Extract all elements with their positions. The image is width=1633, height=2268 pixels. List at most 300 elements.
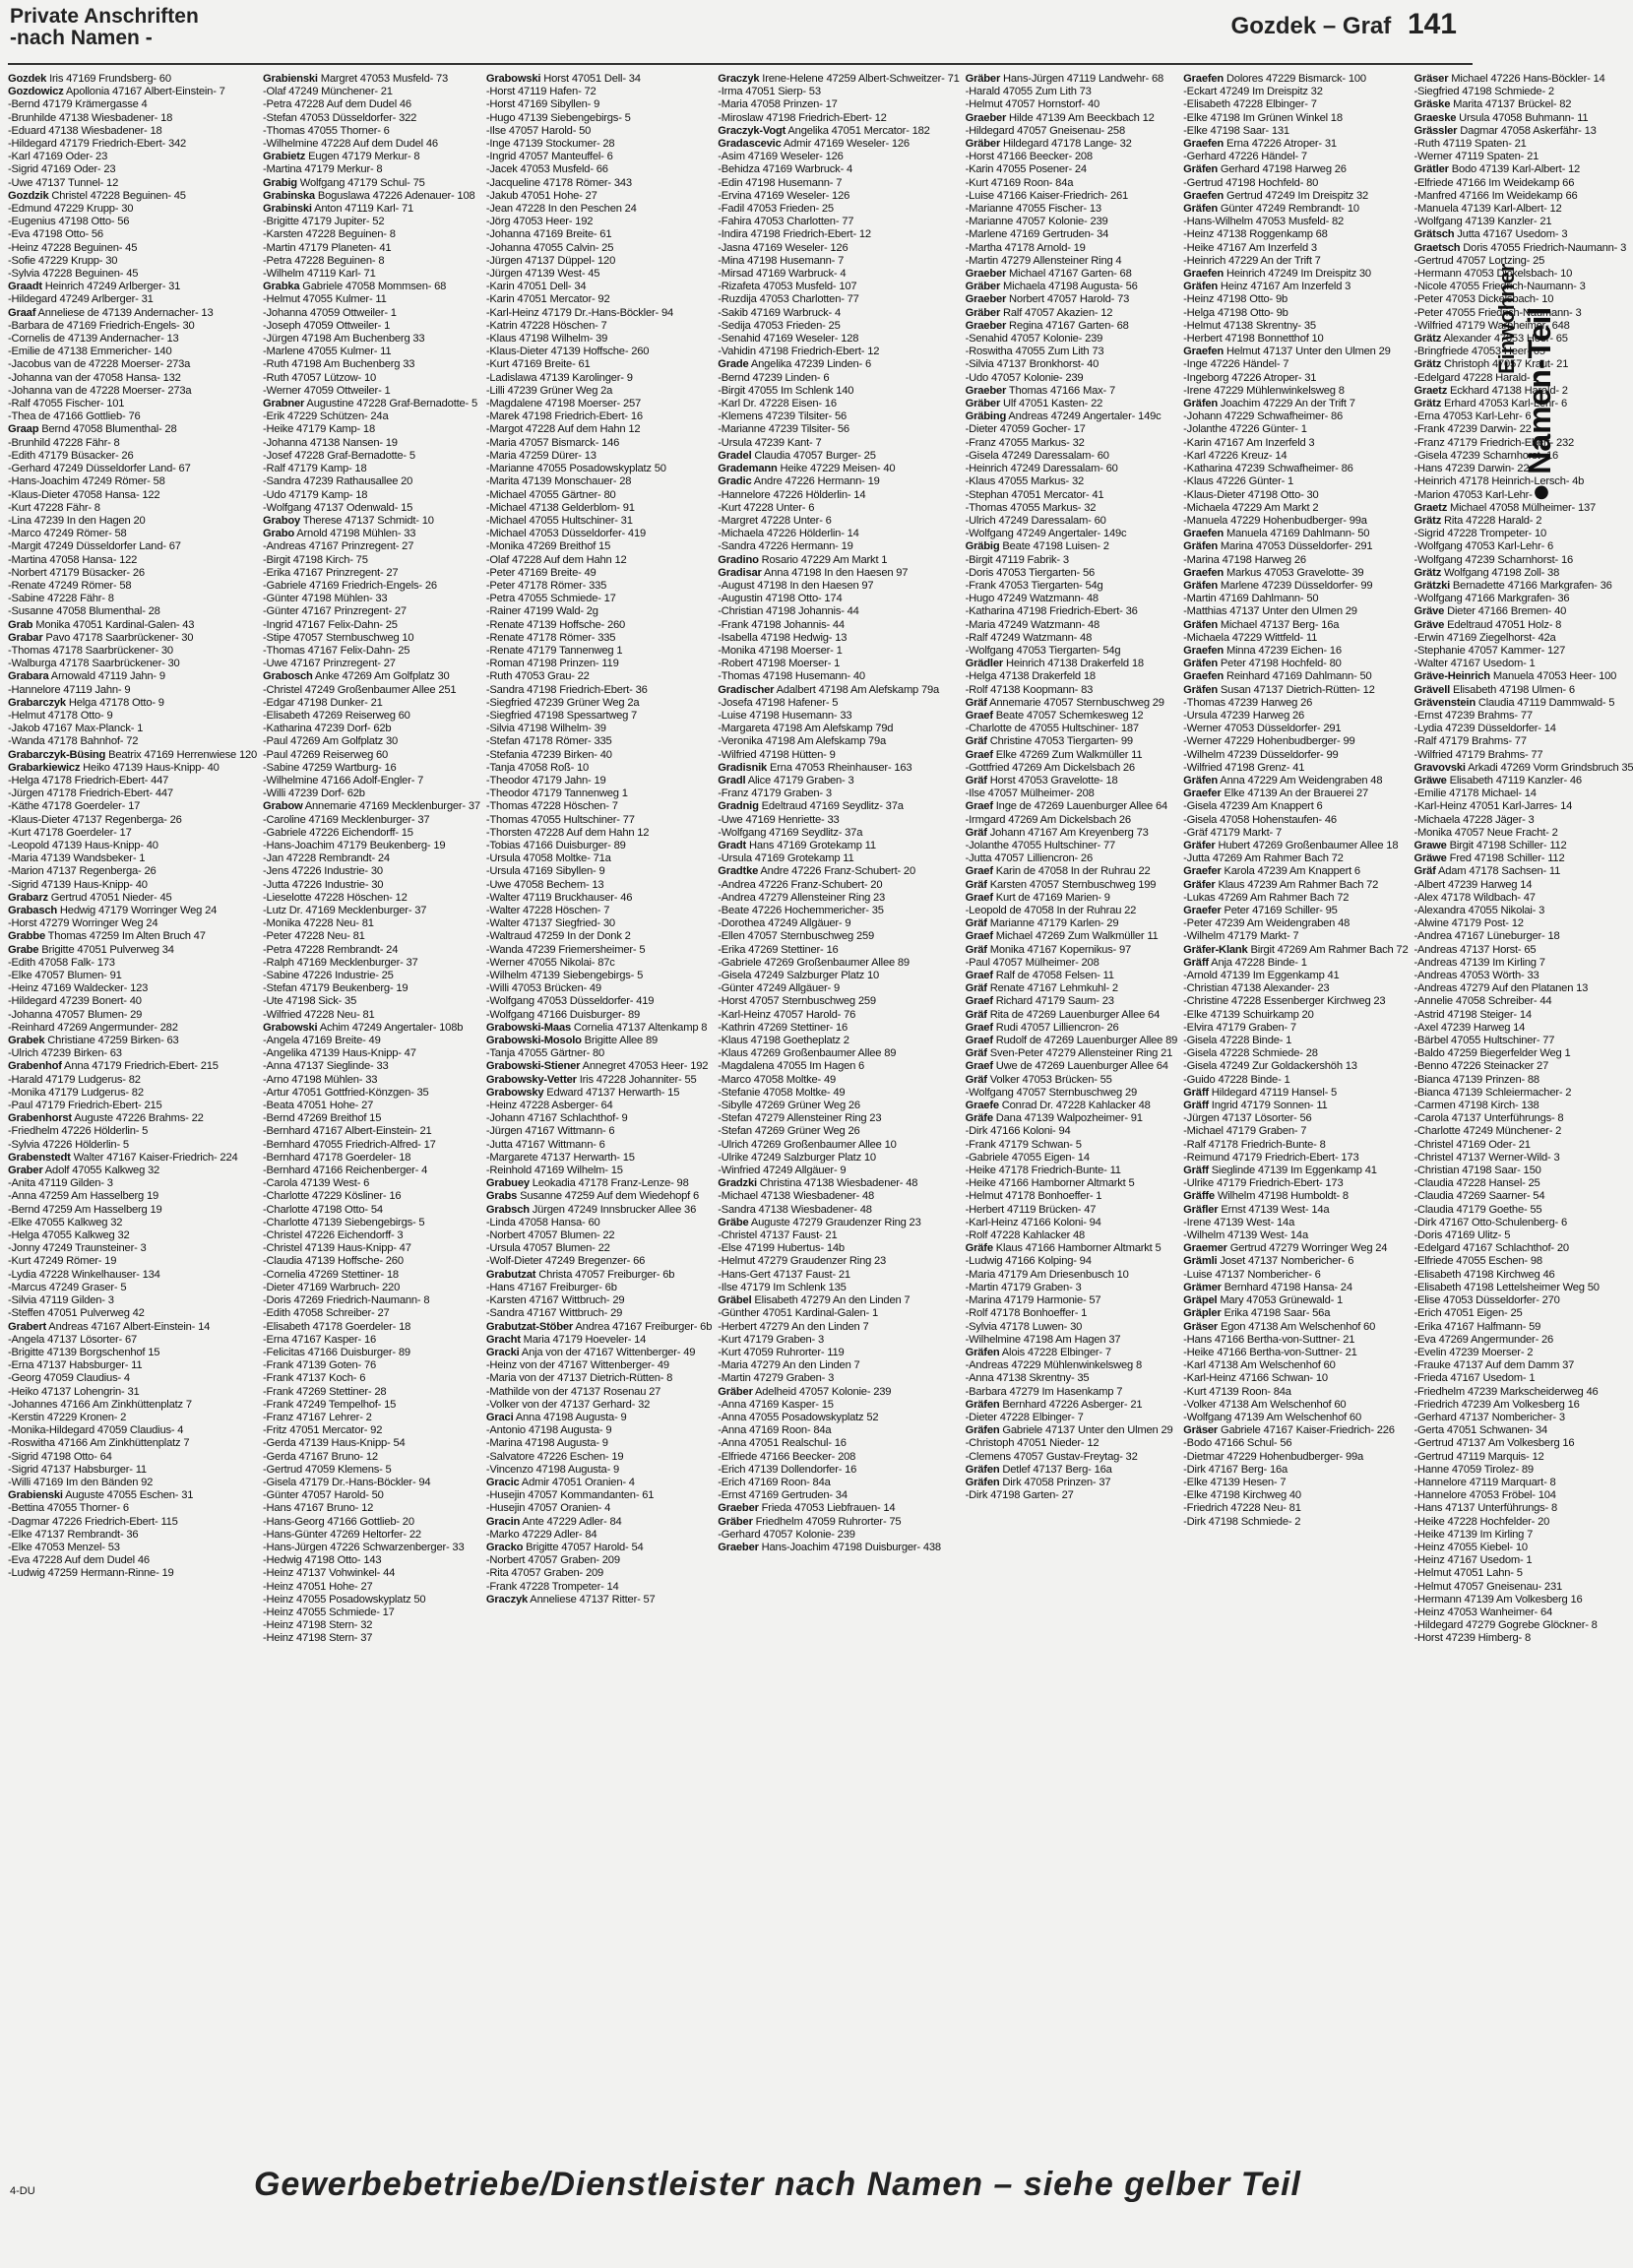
directory-entry: -Ulrich 47239 Birken- 63: [8, 1047, 122, 1060]
directory-entry: -Sylvia 47178 Luwen- 30: [965, 1320, 1083, 1333]
directory-entry: -Wilfried 47198 Grenz- 41: [1183, 761, 1305, 774]
directory-entry: -Wolfgang 47057 Sternbuschweg 29: [965, 1086, 1138, 1099]
directory-entry: -Sakib 47169 Warbruck- 4: [718, 306, 841, 319]
directory-entry: -Elfriede 47166 Beecker- 208: [718, 1450, 856, 1463]
directory-entry: -Marianne 47055 Posadowskyplatz 50: [485, 463, 666, 475]
directory-entry: Graci Anna 47198 Augusta- 9: [485, 1411, 627, 1423]
directory-entry: -Brigitte 47139 Borgschenhof 15: [8, 1346, 160, 1358]
directory-entry: -Isabella 47198 Hedwig- 13: [718, 631, 848, 644]
directory-entry: -Gerhard 47249 Düsseldorfer Land- 67: [8, 463, 191, 475]
directory-entry: -Hildegard 47249 Arlberger- 31: [8, 293, 154, 306]
directory-entry: -Helmut 47178 Bonhoeffer- 1: [965, 1190, 1102, 1203]
directory-entry: -Franz 47167 Lehrer- 2: [263, 1411, 372, 1423]
directory-entry: -Frank 47249 Tempelhof- 15: [263, 1398, 397, 1411]
directory-entry: -Karl-Heinz 47051 Karl-Jarres- 14: [1413, 800, 1573, 813]
directory-entry: -Petra 47228 Auf dem Dudel 46: [263, 98, 411, 111]
directory-entry: -Maria 47179 Am Driesenbusch 10: [965, 1268, 1129, 1281]
directory-entry: -Wanda 47239 Friemersheimer- 5: [485, 943, 646, 956]
directory-entry: -Heinz 47228 Beguinen- 45: [8, 241, 138, 254]
directory-entry: Graboy Therese 47137 Schmidt- 10: [263, 514, 434, 527]
directory-entry: Graef Ralf de 47058 Felsen- 11: [965, 970, 1114, 982]
directory-entry: -Ruth 47119 Spaten- 21: [1413, 138, 1527, 151]
directory-entry: Grade Angelika 47239 Linden- 6: [718, 358, 871, 371]
directory-entry: -Inge 47139 Stockumer- 28: [485, 138, 615, 151]
directory-entry: Gradischer Adalbert 47198 Am Alefskamp 79a: [718, 683, 940, 696]
directory-entry: Gräwe Fred 47198 Schiller- 112: [1413, 852, 1565, 865]
directory-column: [263, 73, 480, 2160]
directory-column: [1413, 73, 1633, 2160]
directory-entry: -Ralf 47179 Brahms- 77: [1413, 735, 1527, 748]
directory-entry: Grätz Christoph 47057 Kraut- 21: [1413, 358, 1569, 371]
directory-entry: -Werner 47059 Ottweiler- 1: [263, 384, 391, 397]
directory-entry: -Ruth 47057 Lützow- 10: [263, 371, 377, 384]
directory-entry: -Frank 47137 Koch- 6: [263, 1372, 366, 1385]
directory-entry: -Wolfgang 47053 Karl-Lehr- 6: [1413, 540, 1554, 553]
directory-entry: -Martin 47279 Graben- 3: [718, 1372, 835, 1385]
directory-entry: -Frieda 47167 Usedom- 1: [1413, 1372, 1536, 1385]
directory-entry: -Reinhold 47169 Wilhelm- 15: [485, 1165, 623, 1177]
directory-entry: -Elke 47198 Im Grünen Winkel 18: [1183, 111, 1343, 124]
directory-entry: -Wanda 47178 Bahnhof- 72: [8, 735, 139, 748]
directory-entry: -Heike 47179 Kamp- 18: [263, 423, 375, 436]
directory-entry: -Kurt 47059 Ruhrorter- 119: [718, 1346, 845, 1358]
directory-entry: -Monika 47057 Neue Fracht- 2: [1413, 826, 1558, 839]
directory-entry: -Ilse 47057 Mülheimer- 208: [965, 788, 1095, 800]
directory-entry: Grabienski Auguste 47055 Eschen- 31: [8, 1489, 194, 1502]
directory-entry: Gräfen Michael 47137 Berg- 16a: [1183, 618, 1340, 631]
directory-entry: -Friedhelm 47239 Markscheiderweg 46: [1413, 1385, 1599, 1398]
directory-entry: -Karl-Heinz 47179 Dr.-Hans-Böckler- 94: [485, 306, 673, 319]
directory-entry: -Ursula 47058 Moltke- 71a: [485, 852, 611, 865]
directory-entry: Gradascevic Admir 47169 Weseler- 126: [718, 138, 910, 151]
directory-entry: -Margot 47228 Auf dem Hahn 12: [485, 423, 641, 436]
directory-entry: -Dagmar 47226 Friedrich-Ebert- 115: [8, 1515, 178, 1528]
directory-entry: -Ruzdija 47053 Charlotten- 77: [718, 293, 859, 306]
directory-entry: -Stephanie 47057 Kammer- 127: [1413, 644, 1566, 657]
directory-entry: -Paul 47057 Mülheimer- 208: [965, 956, 1099, 969]
directory-entry: -Wilhelm 47179 Markt- 7: [1183, 930, 1299, 943]
directory-entry: -Fahira 47053 Charlotten- 77: [718, 216, 854, 228]
directory-entry: -Andrea 47279 Allensteiner Ring 23: [718, 891, 886, 904]
directory-entry: -Lutz Dr. 47169 Mecklenburger- 37: [263, 905, 427, 916]
directory-entry: -Johanna 47169 Breite- 61: [485, 228, 612, 241]
directory-entry: -Bernd 47179 Krämergasse 4: [8, 98, 148, 111]
directory-entry: -Hans-Günter 47269 Heltorfer- 22: [263, 1528, 421, 1541]
directory-entry: -Stefania 47239 Birken- 40: [485, 748, 612, 761]
directory-entry: -Erika 47167 Halfmann- 59: [1413, 1320, 1541, 1333]
directory-entry: Gräff Sieglinde 47139 Im Eggenkamp 41: [1183, 1165, 1377, 1177]
directory-entry: Graefen Helmut 47137 Unter den Ulmen 29: [1183, 346, 1391, 358]
directory-entry: -Andreas 47229 Mühlenwinkelsweg 8: [965, 1359, 1142, 1372]
directory-entry: -Thorsten 47228 Auf dem Hahn 12: [485, 826, 650, 839]
directory-entry: Gräf Karsten 47057 Sternbuschweg 199: [965, 878, 1157, 891]
directory-entry: -Elisabeth 47228 Elbinger- 7: [1183, 98, 1317, 111]
directory-entry: -Martin 47179 Planeten- 41: [263, 241, 392, 254]
directory-entry: -Husejin 47057 Kommandanten- 61: [485, 1489, 655, 1502]
directory-entry: -Ilse 47179 Im Schlenk 135: [718, 1281, 847, 1293]
directory-entry: -Helmut 47051 Lahn- 5: [1413, 1567, 1523, 1580]
directory-entry: -Lina 47239 In den Hagen 20: [8, 514, 146, 527]
directory-entry: -Marina 47198 Augusta- 9: [485, 1437, 608, 1450]
directory-entry: -Elisabeth 47198 Kirchweg 46: [1413, 1268, 1555, 1281]
directory-entry: -Ralf 47179 Kamp- 18: [263, 463, 367, 475]
directory-entry: -Günter 47249 Allgäuer- 9: [718, 982, 840, 995]
directory-entry: -Elke 47057 Blumen- 91: [8, 970, 122, 982]
directory-entry: -Beata 47051 Hohe- 27: [263, 1100, 374, 1112]
directory-entry: Grabe Brigitte 47051 Pulverweg 34: [8, 943, 174, 956]
directory-entry: -Elise 47053 Düsseldorfer- 270: [1413, 1294, 1560, 1307]
directory-entry: -Wolfgang 47166 Markgrafen- 36: [1413, 593, 1570, 605]
directory-entry: Gräve Edeltraud 47051 Holz- 8: [1413, 618, 1562, 631]
directory-entry: -Barbara de 47169 Friedrich-Engels- 30: [8, 319, 195, 332]
directory-entry: Graefer Peter 47169 Schiller- 95: [1183, 905, 1338, 916]
directory-entry: -Wilfried 47198 Hütten- 9: [718, 748, 836, 761]
directory-entry: -Bernhard 47167 Albert-Einstein- 21: [263, 1125, 432, 1138]
directory-entry: -Frank 47269 Stettiner- 28: [263, 1385, 387, 1398]
directory-entry: Grabowski-Maas Cornelia 47137 Altenkamp 8: [485, 1021, 708, 1034]
directory-entry: -Siegfried 47198 Spessartweg 7: [485, 709, 638, 722]
directory-entry: Grabinska Boguslawa 47226 Adenauer- 108: [263, 189, 475, 202]
directory-entry: Graefen Manuela 47169 Dahlmann- 50: [1183, 528, 1370, 540]
directory-entry: Gräf Johann 47167 Am Kreyenberg 73: [965, 826, 1149, 839]
directory-entry: Gräfer-Klank Birgit 47269 Am Rahmer Bach 72: [1183, 943, 1409, 956]
directory-entry: Grabuey Leokadia 47178 Franz-Lenze- 98: [485, 1177, 689, 1190]
directory-entry: Grabosch Anke 47269 Am Golfplatz 30: [263, 670, 450, 683]
directory-entry: Gräpel Mary 47053 Grünewald- 1: [1183, 1294, 1344, 1307]
directory-entry: -Gisela 47239 Am Knappert 6: [1183, 800, 1323, 813]
directory-entry: -Wilhelmine 47228 Auf dem Dudel 46: [263, 138, 438, 151]
directory-entry: -Wilhelm 47239 Düsseldorfer- 99: [1183, 748, 1339, 761]
directory-entry: -Theodor 47179 Jahn- 19: [485, 774, 606, 787]
directory-entry: -Klaus-Dieter 47198 Otto- 30: [1183, 488, 1319, 501]
directory-entry: -Linda 47058 Hansa- 60: [485, 1216, 600, 1228]
directory-entry: -Sigrid 47137 Habsburger- 11: [8, 1463, 147, 1476]
directory-entry: -Wilhelm 47119 Karl- 71: [263, 268, 376, 281]
directory-entry: Grävell Elisabeth 47198 Ulmen- 6: [1413, 683, 1575, 696]
directory-entry: -Bernhard 47178 Goerdeler- 18: [263, 1151, 411, 1164]
directory-entry: -Heike 47178 Friedrich-Bunte- 11: [965, 1165, 1121, 1177]
directory-entry: -Karl 47226 Kreuz- 14: [1183, 449, 1288, 462]
directory-entry: -Wolfgang 47249 Angertaler- 149c: [965, 528, 1127, 540]
directory-entry: -Rainer 47199 Wald- 2g: [485, 605, 598, 618]
directory-entry: -Hildegard 47239 Bonert- 40: [8, 995, 142, 1008]
directory-entry: -Christoph 47051 Nieder- 12: [965, 1437, 1099, 1450]
directory-entry: Grätzki Bernadette 47166 Markgrafen- 36: [1413, 579, 1612, 592]
directory-entry: -Wilhelm 47139 Siebengebirgs- 5: [485, 970, 644, 982]
directory-entry: -Franz 47179 Graben- 3: [718, 788, 832, 800]
directory-entry: Grabowski-Stiener Annegret 47053 Heer- 192: [485, 1060, 709, 1073]
directory-entry: -Wilhelm 47139 West- 14a: [1183, 1229, 1308, 1242]
directory-entry: -Brunhilde 47138 Wiesbadener- 18: [8, 111, 173, 124]
directory-entry: -Karin 47167 Am Inzerfeld 3: [1183, 436, 1315, 449]
directory-entry: Graeske Ursula 47058 Buhmann- 11: [1413, 111, 1589, 124]
directory-entry: -Eckart 47249 Im Dreispitz 32: [1183, 86, 1323, 98]
directory-entry: -Marianne 47057 Kolonie- 239: [965, 216, 1108, 228]
directory-entry: Gräff Hildegard 47119 Hansel- 5: [1183, 1086, 1338, 1099]
directory-entry: Graetz Michael 47058 Mülheimer- 137: [1413, 501, 1597, 514]
directory-entry: -Elvira 47179 Graben- 7: [1183, 1021, 1296, 1034]
directory-entry: -Wolfgang 47053 Düsseldorfer- 419: [485, 995, 655, 1008]
directory-entry: -Wolfgang 47239 Scharnhorst- 16: [1413, 553, 1573, 566]
directory-entry: Graeber Thomas 47166 Max- 7: [965, 384, 1115, 397]
directory-entry: Gräfen Detlef 47137 Berg- 16a: [965, 1463, 1112, 1476]
directory-entry: -Andreas 47139 Im Kirling 7: [1413, 956, 1545, 969]
directory-entry: -Lukas 47269 Am Rahmer Bach 72: [1183, 891, 1350, 904]
header-rule: [8, 63, 1473, 65]
directory-entry: -Peter 47228 Neu- 81: [263, 930, 365, 943]
directory-entry: -Gisela 47228 Schmiede- 28: [1183, 1047, 1318, 1060]
directory-entry: -Frank 47228 Trompeter- 14: [485, 1580, 619, 1593]
directory-entry: -Bodo 47166 Schul- 56: [1183, 1437, 1292, 1450]
directory-entry: -Christine 47228 Essenberger Kirchweg 23: [1183, 995, 1386, 1008]
directory-entry: Gräf Volker 47053 Brücken- 55: [965, 1073, 1112, 1086]
directory-entry: -Gertrud 47057 Lortzing- 25: [1413, 254, 1545, 267]
directory-entry: -Karsten 47167 Wittbruch- 29: [485, 1294, 625, 1307]
directory-entry: Gräfen Günter 47249 Rembrandt- 10: [1183, 203, 1359, 216]
directory-entry: Grabarczyk Helga 47178 Otto- 9: [8, 696, 164, 709]
directory-entry: -Klaus 47198 Wilhelm- 39: [485, 333, 608, 346]
directory-entry: -Stefanie 47058 Moltke- 49: [718, 1086, 846, 1099]
directory-entry: -Josef 47228 Graf-Bernadotte- 5: [263, 449, 415, 462]
directory-entry: -Gräf 47179 Markt- 7: [1183, 826, 1282, 839]
directory-entry: -Wolfgang 47166 Duisburger- 89: [485, 1008, 640, 1021]
directory-entry: -Helmut 47057 Gneisenau- 231: [1413, 1580, 1562, 1593]
directory-entry: -Michael 47138 Wiesbadener- 48: [718, 1190, 875, 1203]
directory-entry: Graef Richard 47179 Saum- 23: [965, 995, 1114, 1008]
directory-entry: -Gerhard 47057 Kolonie- 239: [718, 1528, 855, 1541]
directory-entry: -Friedhelm 47226 Hölderlin- 5: [8, 1125, 149, 1138]
directory-entry: -Margit 47249 Düsseldorfer Land- 67: [8, 540, 181, 553]
directory-entry: -Martin 47169 Dahlmann- 50: [1183, 593, 1319, 605]
directory-entry: -Hildegard 47057 Gneisenau- 258: [965, 124, 1125, 137]
directory-entry: Gräf Sven-Peter 47279 Allensteiner Ring 21: [965, 1047, 1173, 1060]
directory-entry: -Evelin 47239 Moerser- 2: [1413, 1346, 1534, 1358]
directory-entry: Gräber Friedhelm 47059 Ruhrorter- 75: [718, 1515, 902, 1528]
directory-entry: -Katharina 47239 Dorf- 62b: [263, 723, 392, 735]
directory-entry: -Katrin 47228 Höschen- 7: [485, 319, 607, 332]
directory-entry: -Christian 47198 Saar- 150: [1413, 1165, 1541, 1177]
directory-entry: -Elfriede 47055 Eschen- 98: [1413, 1255, 1542, 1268]
directory-entry: -Eva 47198 Otto- 56: [8, 228, 103, 241]
directory-entry: -Peter 47178 Römer- 335: [485, 579, 607, 592]
directory-entry: Gräber Ralf 47057 Akazien- 12: [965, 306, 1113, 319]
directory-entry: Grämer Bernhard 47198 Hansa- 24: [1183, 1281, 1352, 1293]
directory-entry: -Frank 47198 Johannis- 44: [718, 618, 845, 631]
directory-entry: -Ursula 47169 Grotekamp 11: [718, 852, 854, 865]
directory-entry: -Elke 47198 Saar- 131: [1183, 124, 1289, 137]
directory-entry: -Klaus-Dieter 47139 Hoffsche- 260: [485, 346, 650, 358]
directory-entry: -Erna 47167 Kasper- 16: [263, 1333, 377, 1346]
directory-entry: -Helga 47178 Friedrich-Ebert- 447: [8, 774, 169, 787]
directory-entry: -Elfriede 47166 Im Weidekamp 66: [1413, 176, 1575, 189]
directory-entry: -Hans-Joachim 47179 Beukenberg- 19: [263, 839, 446, 851]
directory-entry: Graeber Michael 47167 Garten- 68: [965, 268, 1132, 281]
directory-entry: Graeber Norbert 47057 Harold- 73: [965, 293, 1130, 306]
directory-entry: Grabarz Gertrud 47051 Nieder- 45: [8, 891, 172, 904]
directory-entry: -Stefan 47179 Beukenberg- 19: [263, 982, 408, 995]
directory-entry: -Gerda 47167 Bruno- 12: [263, 1450, 378, 1463]
directory-entry: -Else 47199 Hubertus- 14b: [718, 1242, 845, 1255]
directory-entry: Graczyk Irene-Helene 47259 Albert-Schweitzer- 71: [718, 73, 960, 85]
directory-entry: Gräf Rita de 47269 Lauenburger Allee 64: [965, 1008, 1161, 1021]
directory-entry: -Nicole 47055 Friedrich-Naumann- 3: [1413, 281, 1586, 293]
directory-entry: -Arno 47198 Mühlen- 33: [263, 1073, 378, 1086]
directory-entry: -Sibylle 47269 Grüner Weg 26: [718, 1100, 860, 1112]
directory-entry: -Herbert 47198 Bonnetthof 10: [1183, 333, 1324, 346]
directory-entry: -Günter 47167 Prinzregent- 27: [263, 605, 407, 618]
section-tab-line2: ● Namen-Teil: [1522, 306, 1557, 502]
directory-entry: -Ernst 47239 Brahms- 77: [1413, 709, 1533, 722]
directory-entry: -Heike 47167 Am Inzerfeld 3: [1183, 241, 1317, 254]
directory-entry: -Axel 47239 Harweg 14: [1413, 1021, 1526, 1034]
directory-entry: -Cornelia 47269 Stettiner- 18: [263, 1268, 399, 1281]
directory-entry: -Guido 47228 Binde- 1: [1183, 1073, 1290, 1086]
directory-entry: -Maria 47058 Prinzen- 17: [718, 98, 838, 111]
directory-entry: Graetsch Doris 47055 Friedrich-Naumann- 3: [1413, 241, 1627, 254]
directory-entry: -Christel 47137 Faust- 21: [718, 1229, 838, 1242]
directory-entry: Gradt Hans 47169 Grotekamp 11: [718, 839, 876, 851]
directory-entry: -August 47198 In den Haesen 97: [718, 579, 874, 592]
directory-entry: -Bärbel 47055 Hultschiner- 77: [1413, 1035, 1555, 1047]
directory-column: [486, 73, 712, 2160]
directory-entry: -Walter 47167 Usedom- 1: [1413, 658, 1536, 670]
directory-entry: -Ulrich 47269 Großenbaumer Allee 10: [718, 1138, 897, 1151]
directory-entry: -Arnold 47139 Im Eggenkamp 41: [1183, 970, 1340, 982]
directory-entry: -Gertrud 47119 Marquis- 12: [1413, 1450, 1544, 1463]
directory-entry: -Johanna van de 47228 Moerser- 273a: [8, 384, 192, 397]
directory-entry: -Mathilde von der 47137 Rosenau 27: [485, 1385, 661, 1398]
directory-entry: -Horst 47239 Himberg- 8: [1413, 1632, 1531, 1645]
directory-entry: -Lieselotte 47228 Höschen- 12: [263, 891, 408, 904]
directory-entry: -Siegfried 47239 Grüner Weg 2a: [485, 696, 640, 709]
directory-entry: -Emilie de 47138 Emmericher- 140: [8, 346, 172, 358]
directory-entry: Graef Kurt de 47169 Marien- 9: [965, 891, 1110, 904]
directory-entry: -Anna 47169 Roon- 84a: [718, 1424, 832, 1437]
directory-entry: -Kurt 47139 Roon- 84a: [1183, 1385, 1291, 1398]
directory-entry: -Stefan 47053 Düsseldorfer- 322: [263, 111, 417, 124]
directory-entry: -Norbert 47057 Graben- 209: [485, 1554, 620, 1567]
directory-entry: -Jürgen 47137 Düppel- 120: [485, 254, 616, 267]
directory-entry: -Norbert 47179 Büsacker- 26: [8, 566, 145, 579]
section-title: [10, 6, 199, 49]
directory-entry: -Andreas 47137 Horst- 65: [1413, 943, 1537, 956]
directory-entry: -Wilfried 47179 Warnheimer- 648: [1413, 319, 1570, 332]
directory-entry: Grabutzat-Stöber Andrea 47167 Freiburger- 6b: [485, 1320, 713, 1333]
directory-entry: Gräfen Heinz 47167 Am Inzerfeld 3: [1183, 281, 1351, 293]
directory-entry: -Ludwig 47166 Kolping- 94: [965, 1255, 1092, 1268]
directory-entry: -Gabriele 47169 Friedrich-Engels- 26: [263, 579, 437, 592]
directory-entry: -Harald 47179 Ludgerus- 82: [8, 1073, 141, 1086]
directory-entry: Graef Rudi 47057 Lilliencron- 26: [965, 1021, 1119, 1034]
directory-entry: -Gisela 47228 Binde- 1: [1183, 1035, 1292, 1047]
directory-entry: Graefer Karola 47239 Am Knappert 6: [1183, 865, 1360, 878]
directory-entry: -Dorothea 47249 Allgäuer- 9: [718, 917, 851, 930]
directory-entry: Gräfen Anna 47229 Am Weidengraben 48: [1183, 774, 1383, 787]
directory-entry: -Cornelis de 47139 Andernacher- 13: [8, 333, 179, 346]
directory-entry: -Salvatore 47226 Eschen- 19: [485, 1450, 624, 1463]
directory-entry: -Karin 47051 Mercator- 92: [485, 293, 610, 306]
directory-entry: -Gerhard 47137 Nombericher- 3: [1413, 1411, 1565, 1423]
directory-entry: -Walter 47228 Höschen- 7: [485, 905, 610, 916]
directory-entry: -Renate 47178 Römer- 335: [485, 631, 616, 644]
directory-entry: -Heinz von der 47167 Wittenberger- 49: [485, 1359, 669, 1372]
directory-entry: -Volker von der 47137 Gerhard- 32: [485, 1398, 651, 1411]
directory-entry: -Bianca 47139 Prinzen- 88: [1413, 1073, 1539, 1086]
directory-entry: -Reimund 47179 Friedrich-Ebert- 173: [1183, 1151, 1359, 1164]
directory-entry: -Edmund 47229 Krupp- 30: [8, 203, 134, 216]
directory-entry: -Renate 47249 Römer- 58: [8, 579, 132, 592]
directory-entry: -Jolanthe 47055 Hultschiner- 77: [965, 839, 1116, 851]
directory-entry: -Hans-Gert 47137 Faust- 21: [718, 1268, 850, 1281]
directory-column: [1183, 73, 1408, 2160]
directory-entry: -Eva 47228 Auf dem Dudel 46: [8, 1554, 150, 1567]
directory-entry: Gräbing Andreas 47249 Angertaler- 149c: [965, 410, 1162, 423]
footer-code: 4-DU: [10, 2185, 35, 2197]
directory-entry: -Erich 47051 Eigen- 25: [1413, 1307, 1523, 1320]
directory-entry: -Petra 47228 Beguinen- 8: [263, 254, 385, 267]
directory-entry: -Ingrid 47057 Manteuffel- 6: [485, 151, 613, 163]
directory-entry: -Lydia 47239 Düsseldorfer- 14: [1413, 723, 1556, 735]
directory-entry: Gräf Adam 47178 Sachsen- 11: [1413, 865, 1561, 878]
directory-entry: -Kerstin 47229 Kronen- 2: [8, 1411, 127, 1423]
directory-entry: -Marion 47053 Karl-Lehr- 6: [1413, 488, 1541, 501]
directory-entry: -Silvia 47137 Bronkhorst- 40: [965, 358, 1099, 371]
directory-entry: -Monika-Hildegard 47059 Claudius- 4: [8, 1424, 184, 1437]
directory-entry: -Augustin 47198 Otto- 174: [718, 593, 843, 605]
directory-entry: -Horst 47166 Beecker- 208: [965, 151, 1093, 163]
directory-entry: -Ernst 47169 Gertruden- 34: [718, 1489, 848, 1502]
directory-entry: Grabowsky Edward 47137 Herwarth- 15: [485, 1086, 680, 1099]
directory-entry: -Silvia 47119 Gilden- 3: [8, 1294, 114, 1307]
directory-entry: -Ladislawa 47139 Karolinger- 9: [485, 371, 633, 384]
directory-entry: Gradisnik Erna 47053 Rheinhauser- 163: [718, 761, 912, 774]
directory-entry: -Klaus 47055 Markus- 32: [965, 475, 1085, 488]
directory-entry: -Willi 47239 Dorf- 62b: [263, 788, 365, 800]
directory-entry: -Marion 47137 Regenberga- 26: [8, 865, 157, 878]
directory-entry: -Rolf 47178 Bonhoeffer- 1: [965, 1307, 1088, 1320]
directory-entry: -Magdalena 47055 Im Hagen 6: [718, 1060, 865, 1073]
directory-entry: -Hans 47167 Bruno- 12: [263, 1502, 374, 1515]
directory-entry: -Jacobus van de 47228 Moerser- 273a: [8, 358, 191, 371]
directory-entry: -Anna 47169 Kasper- 15: [718, 1398, 834, 1411]
directory-entry: -Wilfried 47228 Neu- 81: [263, 1008, 375, 1021]
directory-entry: Gräfen Bernhard 47226 Asberger- 21: [965, 1398, 1143, 1411]
directory-entry: -Sandra 47239 Rathausallee 20: [263, 475, 413, 488]
directory-entry: Gräve Dieter 47166 Bremen- 40: [1413, 605, 1567, 618]
directory-entry: -Angelika 47139 Haus-Knipp- 47: [263, 1047, 416, 1060]
directory-entry: -Gabriele 47226 Eichendorff- 15: [263, 826, 413, 839]
directory-entry: Gozdek Iris 47169 Frundsberg- 60: [8, 73, 171, 85]
directory-entry: -Erika 47269 Stettiner- 16: [718, 943, 839, 956]
directory-entry: -Werner 47053 Düsseldorfer- 291: [1183, 723, 1342, 735]
directory-entry: -Gisela 47249 Zur Goldackershöh 13: [1183, 1060, 1357, 1073]
directory-entry: Grätz Erhard 47053 Karl-Lehr- 6: [1413, 398, 1567, 410]
directory-entry: -Heinz 47198 Otto- 9b: [1183, 293, 1288, 306]
directory-entry: Gräwe Elisabeth 47119 Kanzler- 46: [1413, 774, 1582, 787]
directory-entry: -Johanna 47057 Blumen- 29: [8, 1008, 143, 1021]
directory-entry: Gräfen Gerhard 47198 Harweg 26: [1183, 163, 1347, 176]
directory-entry: -Ingrid 47167 Felix-Dahn- 25: [263, 618, 398, 631]
directory-entry: -Paul 47269 Am Golfplatz 30: [263, 735, 399, 748]
directory-entry: -Christel 47226 Eichendorff- 3: [263, 1229, 404, 1242]
directory-entry: -Udo 47179 Kamp- 18: [263, 488, 368, 501]
directory-entry: -Peter 47053 Dickelsbach- 10: [1413, 293, 1554, 306]
directory-entry: Gradino Rosario 47229 Am Markt 1: [718, 553, 888, 566]
directory-entry: -Jürgen 47198 Am Buchenberg 33: [263, 333, 425, 346]
directory-entry: -Irene 47139 West- 14a: [1183, 1216, 1295, 1228]
directory-entry: -Uwe 47167 Prinzregent- 27: [263, 658, 396, 670]
directory-entry: -Franz 47179 Friedrich-Ebert- 232: [1413, 436, 1575, 449]
